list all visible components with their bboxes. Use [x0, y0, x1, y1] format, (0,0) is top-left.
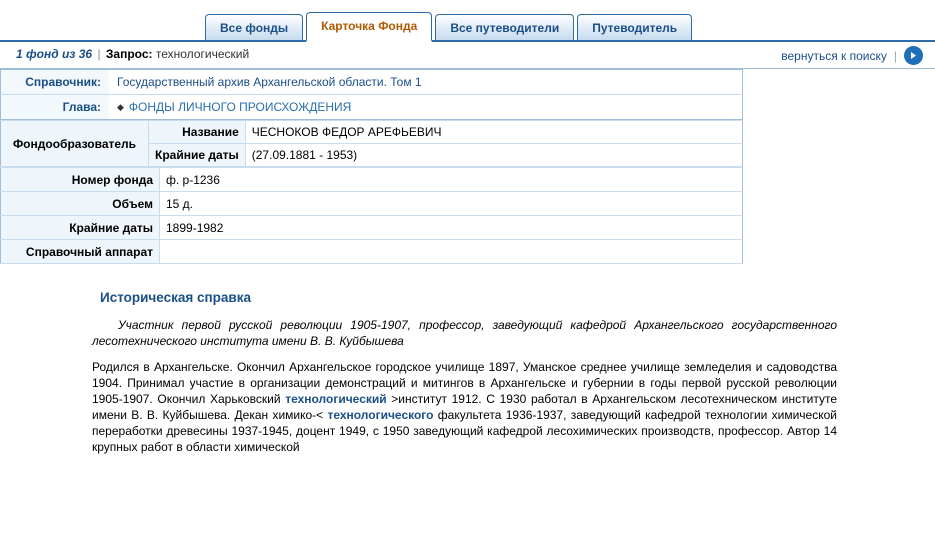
historical-note — [92, 290, 837, 455]
spravochnik-value: Государственный архив Архангельской области. Том 1 — [109, 70, 743, 95]
table-row — [1, 95, 743, 120]
tab-all-funds[interactable]: Все фонды — [205, 14, 303, 40]
tab-fund-card[interactable]: Карточка Фонда — [306, 12, 432, 42]
chapter-value-cell — [109, 95, 743, 120]
fund-finding-aid-label: Справочный аппарат — [1, 240, 160, 264]
fund-dates-label: Крайние даты — [1, 216, 160, 240]
query-separator: | — [97, 47, 101, 61]
query-summary — [16, 47, 249, 61]
table-row — [1, 192, 743, 216]
historical-note-body — [92, 359, 837, 455]
fund-dates-value: 1899-1982 — [160, 216, 743, 240]
table-row — [1, 121, 743, 144]
historical-note-lead: Участник первой русской революции 1905-1907, профессор, заведующий кафедрой Архангельского государственного лесотехнического института имени В. В. Куйбышева — [92, 318, 837, 348]
tab-guide[interactable]: Путеводитель — [577, 14, 692, 40]
chapter-label: Глава: — [1, 95, 110, 120]
arrow-right-icon[interactable] — [904, 46, 923, 65]
query-value: технологический — [155, 47, 250, 61]
fund-card-content — [0, 69, 935, 455]
query-status-bar — [0, 42, 935, 69]
diamond-bullet-icon: ◆ — [117, 102, 124, 113]
table-row — [1, 70, 743, 95]
spravochnik-label: Справочник: — [1, 70, 110, 95]
reference-table — [0, 69, 743, 120]
result-count: 1 фонд из 36 — [16, 47, 93, 61]
highlight-term-2: технологического — [327, 408, 434, 422]
back-to-search-link[interactable]: вернуться к поиску — [781, 48, 887, 63]
founder-dates-value: (27.09.1881 - 1953) — [245, 144, 742, 167]
query-label: Запрос: — [105, 47, 153, 61]
highlight-term-1: технологический — [285, 392, 387, 406]
table-row — [1, 168, 743, 192]
historical-note-title: Историческая справка — [100, 290, 251, 305]
founder-name-value: ЧЕСНОКОВ ФЕДОР АРЕФЬЕВИЧ — [245, 121, 742, 144]
fund-finding-aid-value — [160, 240, 743, 264]
table-row — [1, 216, 743, 240]
query-actions — [781, 46, 923, 65]
chapter-link[interactable]: ФОНДЫ ЛИЧНОГО ПРОИСХОЖДЕНИЯ — [128, 100, 352, 114]
founder-name-label: Название — [149, 121, 246, 144]
table-row — [1, 240, 743, 264]
tab-list — [205, 10, 692, 40]
fund-details-table — [0, 167, 743, 264]
action-divider: | — [893, 48, 897, 63]
founder-row-label: Фондообразователь — [1, 121, 149, 167]
body-text-3: факультета 1936-1937, заведующий кафедрой технологии химической переработки древесины 1937-1945, доцент 1949, с 1950 заведующий кафедрой лесохимических производств, профессор. Автор 14 крупных работ в области химической — [92, 408, 837, 454]
tab-all-guides[interactable]: Все путеводители — [435, 14, 574, 40]
body-text-1: Родился в Архангельске. Окончил Архангельское городское училище 1897, Уманское среднее училище земледелия и садоводства 1904. Принимал участие в организации демонстраций и митингов в Архангельске и губернии в годы первой русской революции 1905-1907. Окончил Харьковский — [92, 360, 837, 406]
fund-number-label: Номер фонда — [1, 168, 160, 192]
tab-bar — [0, 0, 935, 42]
fund-volume-value: 15 д. — [160, 192, 743, 216]
body-text-2: >институт 1912. С 1930 работал в Архангельском лесотехническом институте имени В. В. Куйбышева. Декан химико-< — [92, 392, 837, 422]
founder-dates-label: Крайние даты — [149, 144, 246, 167]
fund-number-value: ф. р-1236 — [160, 168, 743, 192]
fund-volume-label: Объем — [1, 192, 160, 216]
founder-table — [0, 120, 743, 167]
